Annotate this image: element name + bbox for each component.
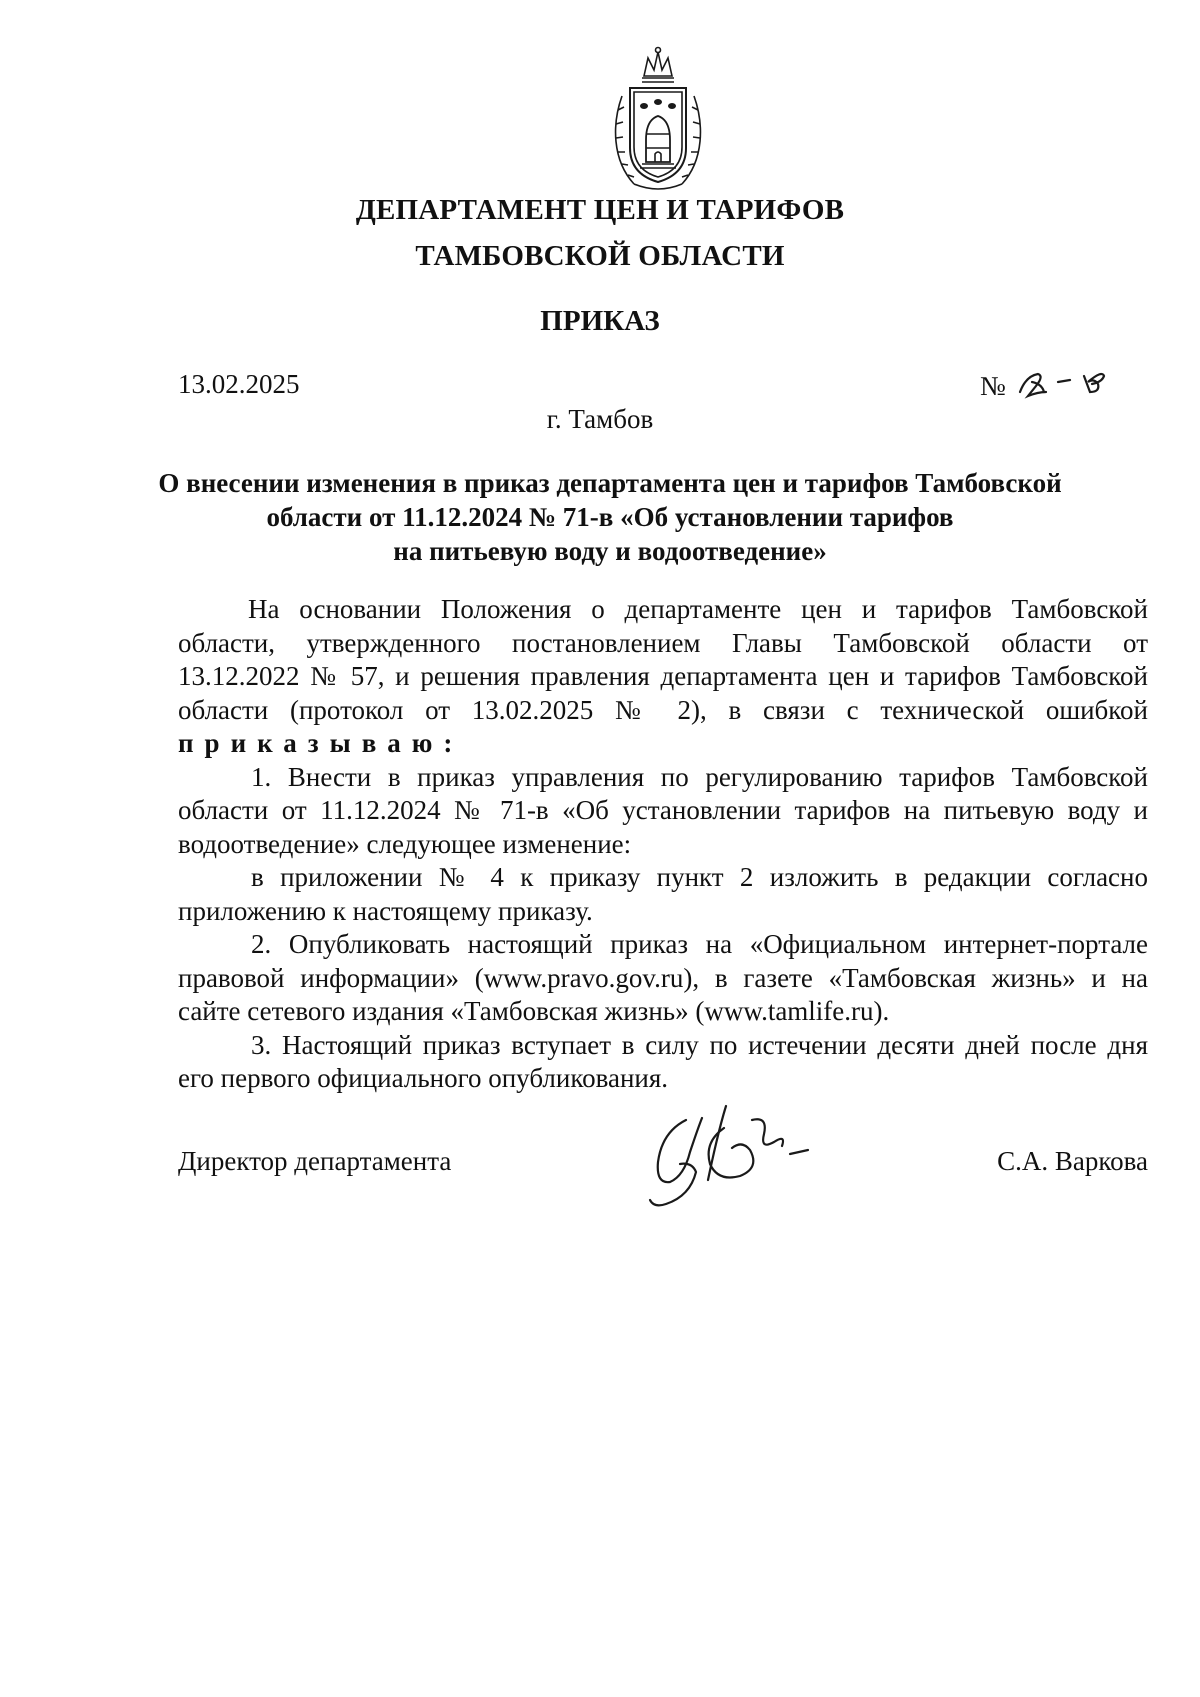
- body-line: На основании Положения о департаменте цен и тарифов Тамбовской: [248, 594, 1148, 624]
- department-name-line1: ДЕПАРТАМЕНТ ЦЕН И ТАРИФОВ: [355, 194, 845, 226]
- body-line: правовой информации» (www.pravo.gov.ru), в газете «Тамбовская жизнь» и на: [178, 962, 1148, 993]
- body-line: 2. Опубликовать настоящий приказ на «Официальном интернет-портале: [251, 929, 1148, 959]
- body-line: 1. Внести в приказ управления по регулированию тарифов Тамбовской: [251, 761, 1148, 792]
- document-body: [178, 593, 1148, 1096]
- title-line: О внесении изменения в приказ департамента цен и тарифов Тамбовской: [158, 468, 1062, 498]
- body-line: 3. Настоящий приказ вступает в силу по истечении десяти дней после дня: [251, 1029, 1148, 1060]
- number-sign: №: [980, 371, 1006, 401]
- body-line: водоотведение» следующее изменение:: [178, 828, 632, 859]
- signer-position: Директор департамента: [178, 1146, 452, 1176]
- document-date: 13.02.2025: [178, 369, 300, 399]
- body-line: области (протокол от 13.02.2025 № 2), в связи с технической ошибкой: [178, 694, 1148, 725]
- document-city: г. Тамбов: [546, 404, 654, 434]
- body-line: его первого официального опубликования.: [178, 1063, 669, 1093]
- order-word: приказываю:: [178, 728, 464, 758]
- body-line: сайте сетевого издания «Тамбовская жизнь» (www.tamlife.ru).: [178, 996, 890, 1026]
- handwritten-signature-icon: [640, 1092, 825, 1212]
- document-title: [130, 466, 1090, 568]
- body-line: области от 11.12.2024 № 71-в «Об установлении тарифов на питьевую воду и: [178, 795, 1148, 825]
- document-type: ПРИКАЗ: [540, 305, 660, 337]
- signer-name: С.А. Варкова: [997, 1146, 1148, 1176]
- title-line: на питьевую воду и водоотведение»: [393, 536, 827, 566]
- body-line: области, утвержденного постановлением Главы Тамбовской области от: [178, 627, 1148, 658]
- handwritten-number: [1012, 362, 1122, 402]
- body-line: в приложении № 4 к приказу пункт 2 изложить в редакции согласно: [251, 862, 1148, 892]
- title-line: области от 11.12.2024 № 71-в «Об установлении тарифов: [266, 502, 954, 532]
- department-name-line2: ТАМБОВСКОЙ ОБЛАСТИ: [415, 240, 785, 272]
- body-line: приложению к настоящему приказу.: [178, 895, 593, 926]
- document-number: [980, 362, 1122, 402]
- coat-of-arms-icon: [604, 44, 712, 196]
- body-line: 13.12.2022 № 57, и решения правления департамента цен и тарифов Тамбовской: [178, 661, 1148, 691]
